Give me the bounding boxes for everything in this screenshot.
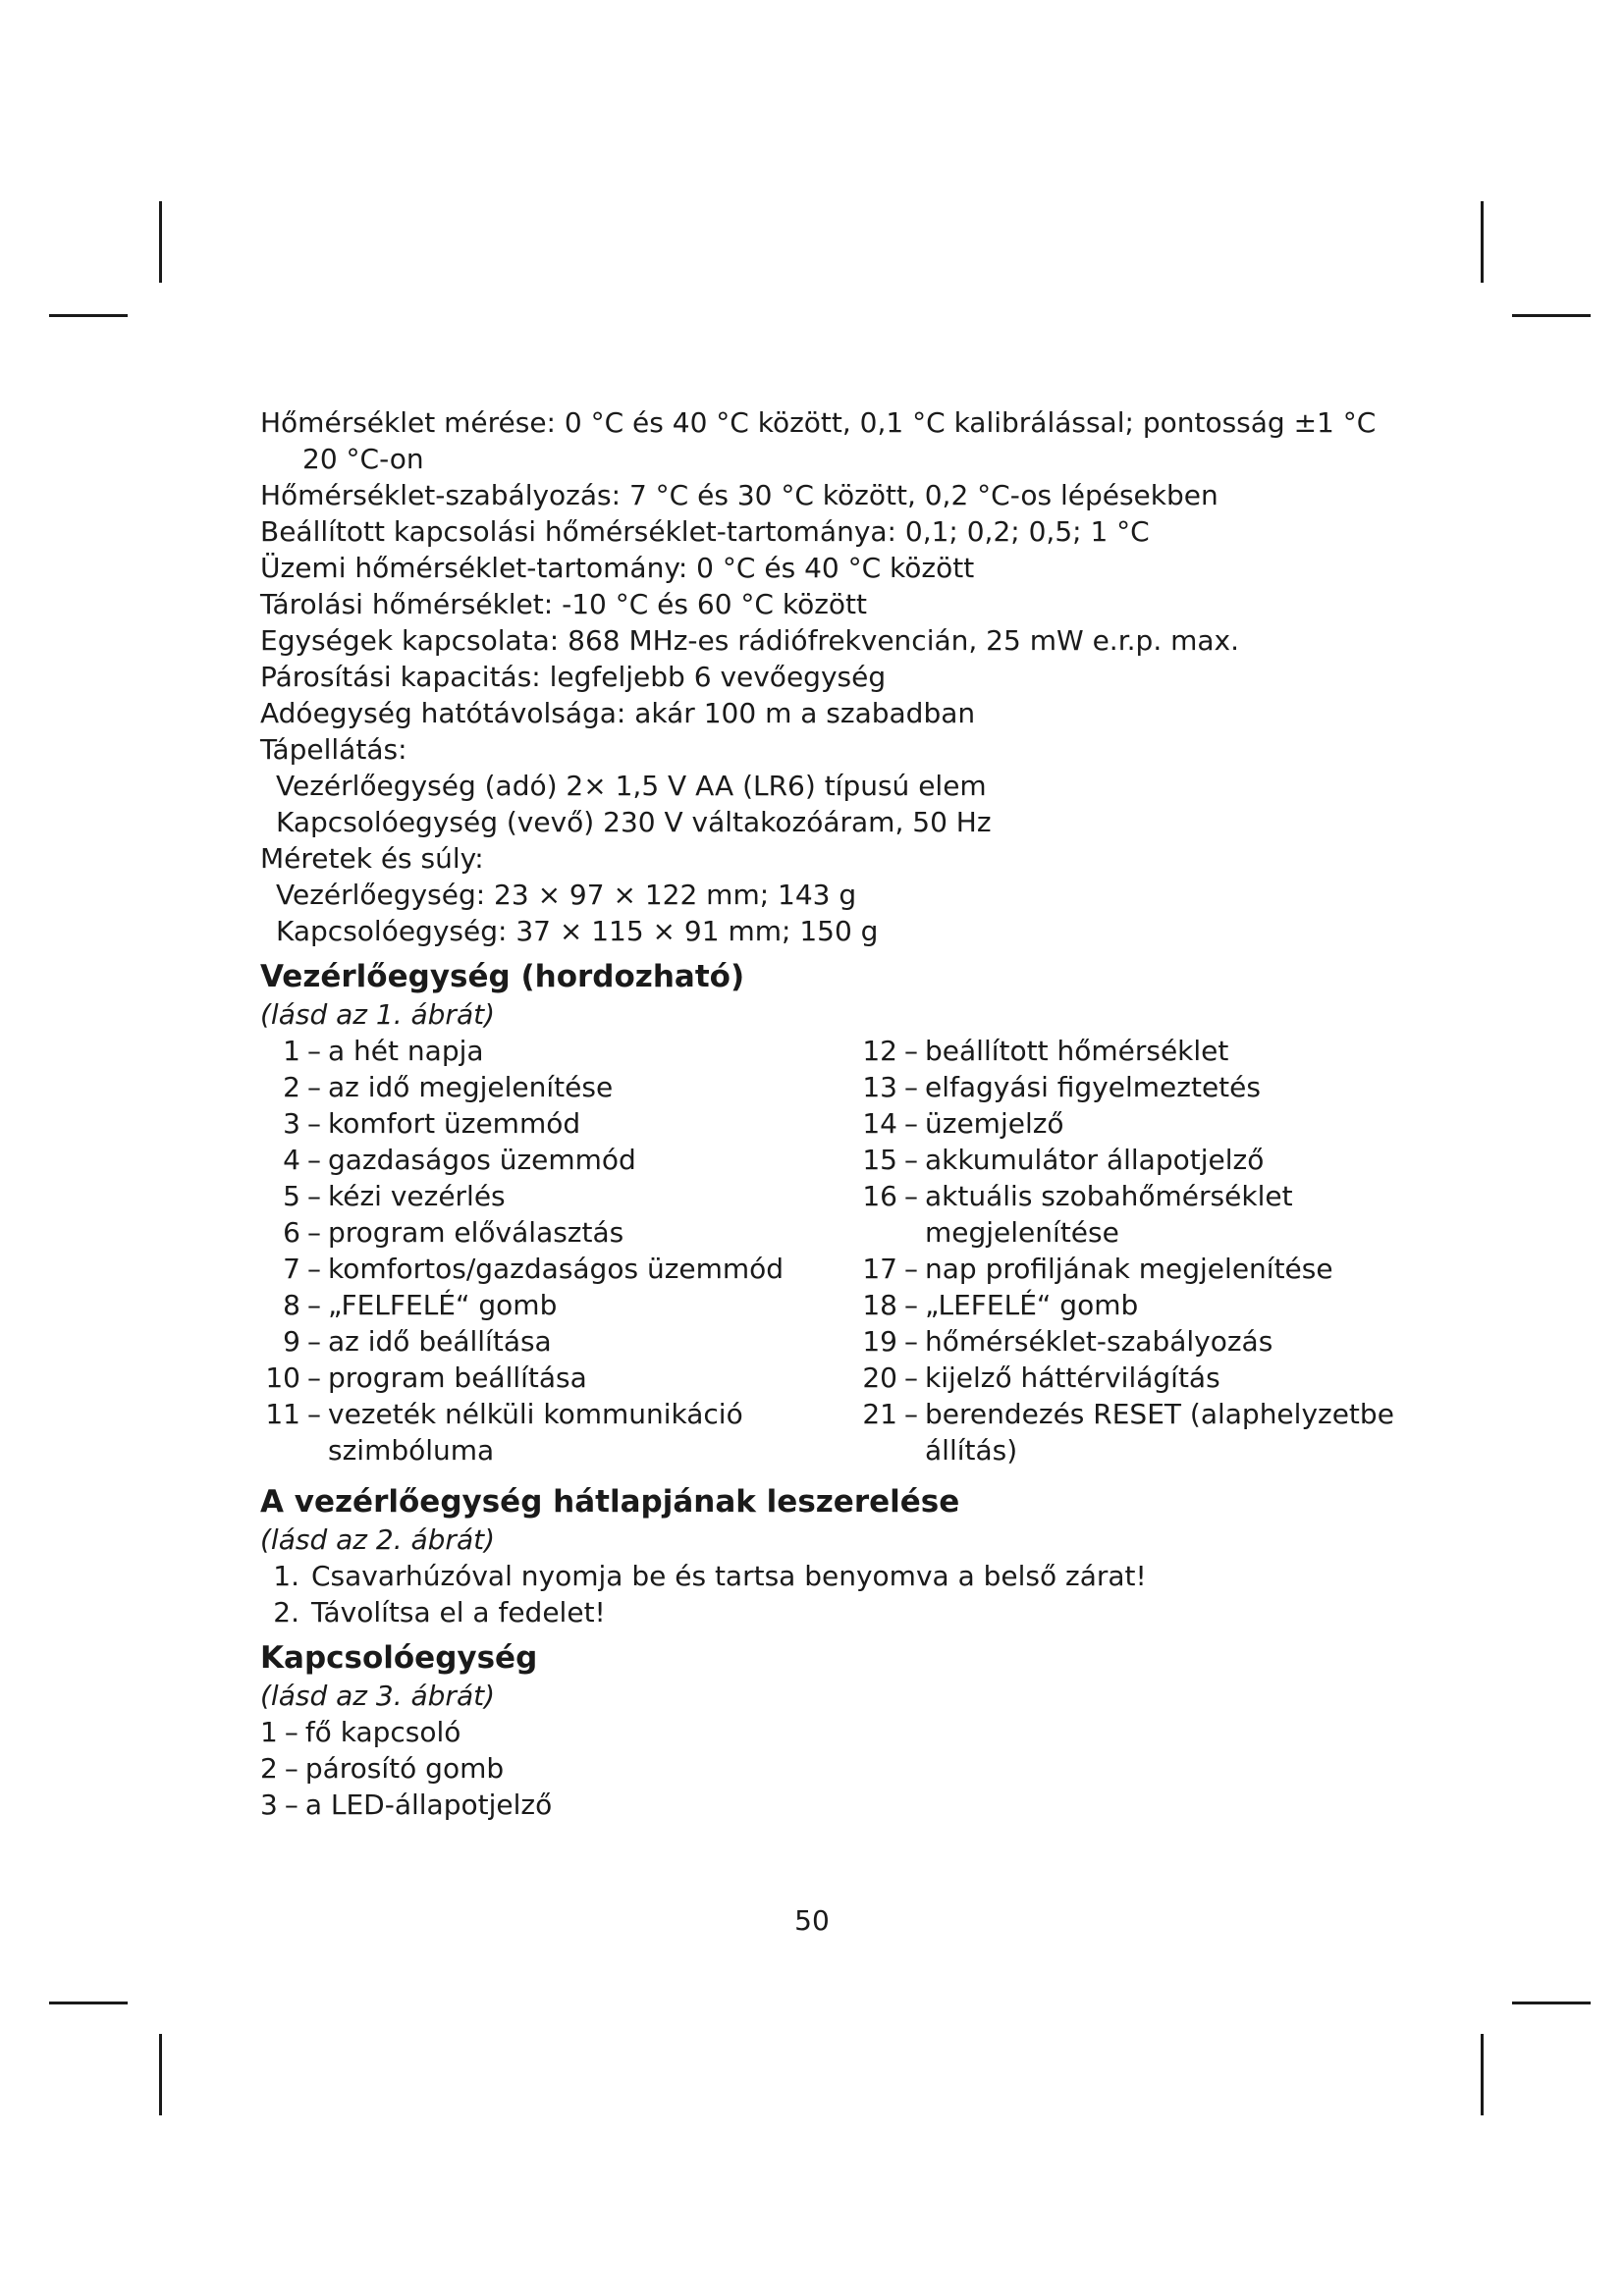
- crop-mark-bottom-right-horizontal: [1512, 2002, 1591, 2004]
- legend-right-item: [857, 1287, 1394, 1323]
- legend-dash: –: [904, 1180, 918, 1212]
- legend-label-continuation: szimbóluma: [328, 1434, 495, 1467]
- crop-mark-top-right-vertical: [1481, 201, 1484, 283]
- switch-label: párosító gomb: [304, 1752, 505, 1785]
- legend-number: 18: [862, 1289, 897, 1321]
- legend-number: 11: [265, 1398, 300, 1430]
- spec-dimensions-receiver: Kapcsolóegység: 37 × 115 × 91 mm; 150 g: [276, 915, 879, 947]
- spec-switching-range: Beállított kapcsolási hőmérséklet-tartománya: 0,1; 0,2; 0,5; 1 °C: [260, 515, 1150, 548]
- spec-storage-range: Tárolási hőmérséklet: -10 °C és 60 °C között: [260, 588, 868, 620]
- legend-label: komfort üzemmód: [328, 1107, 581, 1140]
- switch-unit-legend: [260, 1714, 1419, 1823]
- legend-label: „LEFELÉ“ gomb: [925, 1289, 1139, 1321]
- switch-unit-item: [260, 1714, 1419, 1750]
- legend-right-item: [857, 1178, 1394, 1214]
- legend-dash: –: [904, 1071, 918, 1103]
- legend-label: vezeték nélküli kommunikáció: [328, 1398, 743, 1430]
- legend-label: kijelző háttérvilágítás: [925, 1362, 1220, 1394]
- crop-mark-top-right-horizontal: [1512, 314, 1591, 317]
- legend-number: 5: [283, 1180, 300, 1212]
- legend-left-column: [260, 1033, 784, 1468]
- legend-dash: –: [904, 1035, 918, 1067]
- switch-number: 2: [260, 1752, 278, 1785]
- switch-unit-item: [260, 1787, 1419, 1823]
- legend-number: 16: [862, 1180, 897, 1212]
- page-content: [260, 404, 1419, 1823]
- legend-dash: –: [307, 1180, 321, 1212]
- step-number: 2.: [273, 1596, 299, 1629]
- legend-dash: –: [904, 1253, 918, 1285]
- legend-left-item: [260, 1287, 784, 1323]
- legend-label-continuation: megjelenítése: [925, 1216, 1119, 1249]
- legend-label: nap profiljának megjelenítése: [925, 1253, 1333, 1285]
- legend-label: program beállítása: [328, 1362, 587, 1394]
- legend-dash: –: [904, 1289, 918, 1321]
- step-number: 1.: [273, 1560, 299, 1592]
- legend-dash: –: [904, 1325, 918, 1358]
- crop-mark-bottom-right-vertical: [1481, 2034, 1484, 2115]
- spec-power-heading: Tápellátás:: [260, 733, 407, 766]
- legend-number: 12: [862, 1035, 897, 1067]
- legend-left-item: [260, 1178, 784, 1214]
- crop-mark-top-left-vertical: [159, 201, 162, 283]
- legend-dash: –: [307, 1107, 321, 1140]
- legend-number: 19: [862, 1325, 897, 1358]
- legend-dash: –: [307, 1035, 321, 1067]
- legend-right-item: [857, 1323, 1394, 1360]
- legend-dash: –: [307, 1398, 321, 1430]
- spec-operating-range: Üzemi hőmérséklet-tartomány: 0 °C és 40 °C között: [260, 552, 975, 584]
- legend-number: 14: [862, 1107, 897, 1140]
- legend-right-item: [857, 1033, 1394, 1069]
- spec-dimensions-heading: Méretek és súly:: [260, 842, 484, 875]
- legend-number: 20: [862, 1362, 897, 1394]
- crop-mark-top-left-horizontal: [49, 314, 128, 317]
- legend-dash: –: [904, 1362, 918, 1394]
- specifications: [260, 404, 1419, 949]
- legend-right-item: [857, 1105, 1394, 1142]
- switch-dash: –: [284, 1789, 298, 1821]
- legend-dash: –: [904, 1107, 918, 1140]
- legend-number: 6: [283, 1216, 300, 1249]
- legend-dash: –: [904, 1144, 918, 1176]
- legend-dash: –: [307, 1216, 321, 1249]
- spec-power-receiver: Kapcsolóegység (vevő) 230 V váltakozóáram, 50 Hz: [276, 806, 992, 838]
- legend-number: 2: [283, 1071, 300, 1103]
- back-cover-steps: [260, 1558, 1419, 1630]
- legend-label: hőmérséklet-szabályozás: [925, 1325, 1273, 1358]
- section-subtitle-back-cover: (lásd az 2. ábrát): [260, 1523, 495, 1556]
- legend-right-item: [857, 1360, 1394, 1396]
- legend-number: 9: [283, 1325, 300, 1358]
- legend-number: 1: [283, 1035, 300, 1067]
- section-title-switch-unit: Kapcsolóegység: [260, 1640, 538, 1676]
- legend-label: az idő megjelenítése: [328, 1071, 614, 1103]
- step-label: Csavarhúzóval nyomja be és tartsa benyomva a belső zárat!: [311, 1560, 1147, 1592]
- legend-right-item: [857, 1251, 1394, 1287]
- switch-label: fő kapcsoló: [304, 1716, 461, 1748]
- switch-dash: –: [284, 1752, 298, 1785]
- spec-temperature-measurement: Hőmérséklet mérése: 0 °C és 40 °C között, 0,1 °C kalibrálással; pontosság ±1 °C: [260, 406, 1377, 439]
- legend-label: berendezés RESET (alaphelyzetbe: [925, 1398, 1394, 1430]
- legend-label: aktuális szobahőmérséklet: [925, 1180, 1293, 1212]
- legend-number: 3: [283, 1107, 300, 1140]
- legend-label: üzemjelző: [925, 1107, 1064, 1140]
- switch-number: 3: [260, 1789, 278, 1821]
- section-title-back-cover: A vezérlőegység hátlapjának leszerelése: [260, 1484, 960, 1520]
- legend-dash: –: [307, 1325, 321, 1358]
- legend-left-item: [260, 1396, 784, 1432]
- legend-left-item: [260, 1069, 784, 1105]
- legend-dash: –: [307, 1289, 321, 1321]
- legend-label: elfagyási figyelmeztetés: [925, 1071, 1261, 1103]
- legend-right-column: [857, 1033, 1394, 1468]
- legend-number: 4: [283, 1144, 300, 1176]
- legend-number: 21: [862, 1398, 897, 1430]
- step-item: [260, 1594, 1419, 1630]
- legend-left-item: [260, 1360, 784, 1396]
- legend-dash: –: [307, 1071, 321, 1103]
- spec-temperature-control: Hőmérséklet-szabályozás: 7 °C és 30 °C között, 0,2 °C-os lépésekben: [260, 479, 1218, 511]
- legend-label: a hét napja: [328, 1035, 484, 1067]
- legend-right-item: [857, 1396, 1394, 1432]
- legend-label: akkumulátor állapotjelző: [925, 1144, 1265, 1176]
- step-item: [260, 1558, 1419, 1594]
- legend-left-item: [260, 1142, 784, 1178]
- spec-connection: Egységek kapcsolata: 868 MHz-es rádiófrekvencián, 25 mW e.r.p. max.: [260, 624, 1240, 657]
- switch-label: a LED-állapotjelző: [304, 1789, 553, 1821]
- legend-dash: –: [307, 1253, 321, 1285]
- spec-pairing: Párosítási kapacitás: legfeljebb 6 vevőegység: [260, 661, 887, 693]
- legend-label: kézi vezérlés: [328, 1180, 506, 1212]
- spec-range: Adóegység hatótávolsága: akár 100 m a szabadban: [260, 697, 976, 729]
- legend-label: „FELFELÉ“ gomb: [328, 1289, 558, 1321]
- legend-right-item: [857, 1142, 1394, 1178]
- switch-number: 1: [260, 1716, 278, 1748]
- page-number: 50: [794, 1904, 830, 1937]
- legend-label: program előválasztás: [328, 1216, 624, 1249]
- section-title-control-unit: Vezérlőegység (hordozható): [260, 959, 745, 994]
- crop-mark-bottom-left-horizontal: [49, 2002, 128, 2004]
- legend-left-item: [260, 1323, 784, 1360]
- legend-label: komfortos/gazdaságos üzemmód: [328, 1253, 785, 1285]
- legend-label: az idő beállítása: [328, 1325, 552, 1358]
- legend-dash: –: [307, 1362, 321, 1394]
- legend-label-continuation: állítás): [925, 1434, 1018, 1467]
- switch-dash: –: [284, 1716, 298, 1748]
- control-unit-legend: [260, 1033, 1419, 1474]
- section-subtitle-control-unit: (lásd az 1. ábrát): [260, 998, 495, 1031]
- step-label: Távolítsa el a fedelet!: [311, 1596, 606, 1629]
- legend-number: 10: [265, 1362, 300, 1394]
- crop-mark-bottom-left-vertical: [159, 2034, 162, 2115]
- legend-left-item: [260, 1214, 784, 1251]
- spec-temperature-measurement-cont: 20 °C-on: [302, 443, 424, 475]
- legend-dash: –: [904, 1398, 918, 1430]
- legend-label: beállított hőmérséklet: [925, 1035, 1229, 1067]
- switch-unit-item: [260, 1750, 1419, 1787]
- legend-number: 17: [862, 1253, 897, 1285]
- spec-dimensions-transmitter: Vezérlőegység: 23 × 97 × 122 mm; 143 g: [276, 879, 857, 911]
- legend-number: 7: [283, 1253, 300, 1285]
- legend-label: gazdaságos üzemmód: [328, 1144, 636, 1176]
- section-subtitle-switch-unit: (lásd az 3. ábrát): [260, 1680, 495, 1712]
- legend-left-item: [260, 1251, 784, 1287]
- spec-power-transmitter: Vezérlőegység (adó) 2× 1,5 V AA (LR6) típusú elem: [276, 770, 987, 802]
- legend-left-item: [260, 1033, 784, 1069]
- legend-right-item: [857, 1069, 1394, 1105]
- legend-dash: –: [307, 1144, 321, 1176]
- legend-number: 15: [862, 1144, 897, 1176]
- legend-left-item: [260, 1105, 784, 1142]
- legend-number: 13: [862, 1071, 897, 1103]
- legend-number: 8: [283, 1289, 300, 1321]
